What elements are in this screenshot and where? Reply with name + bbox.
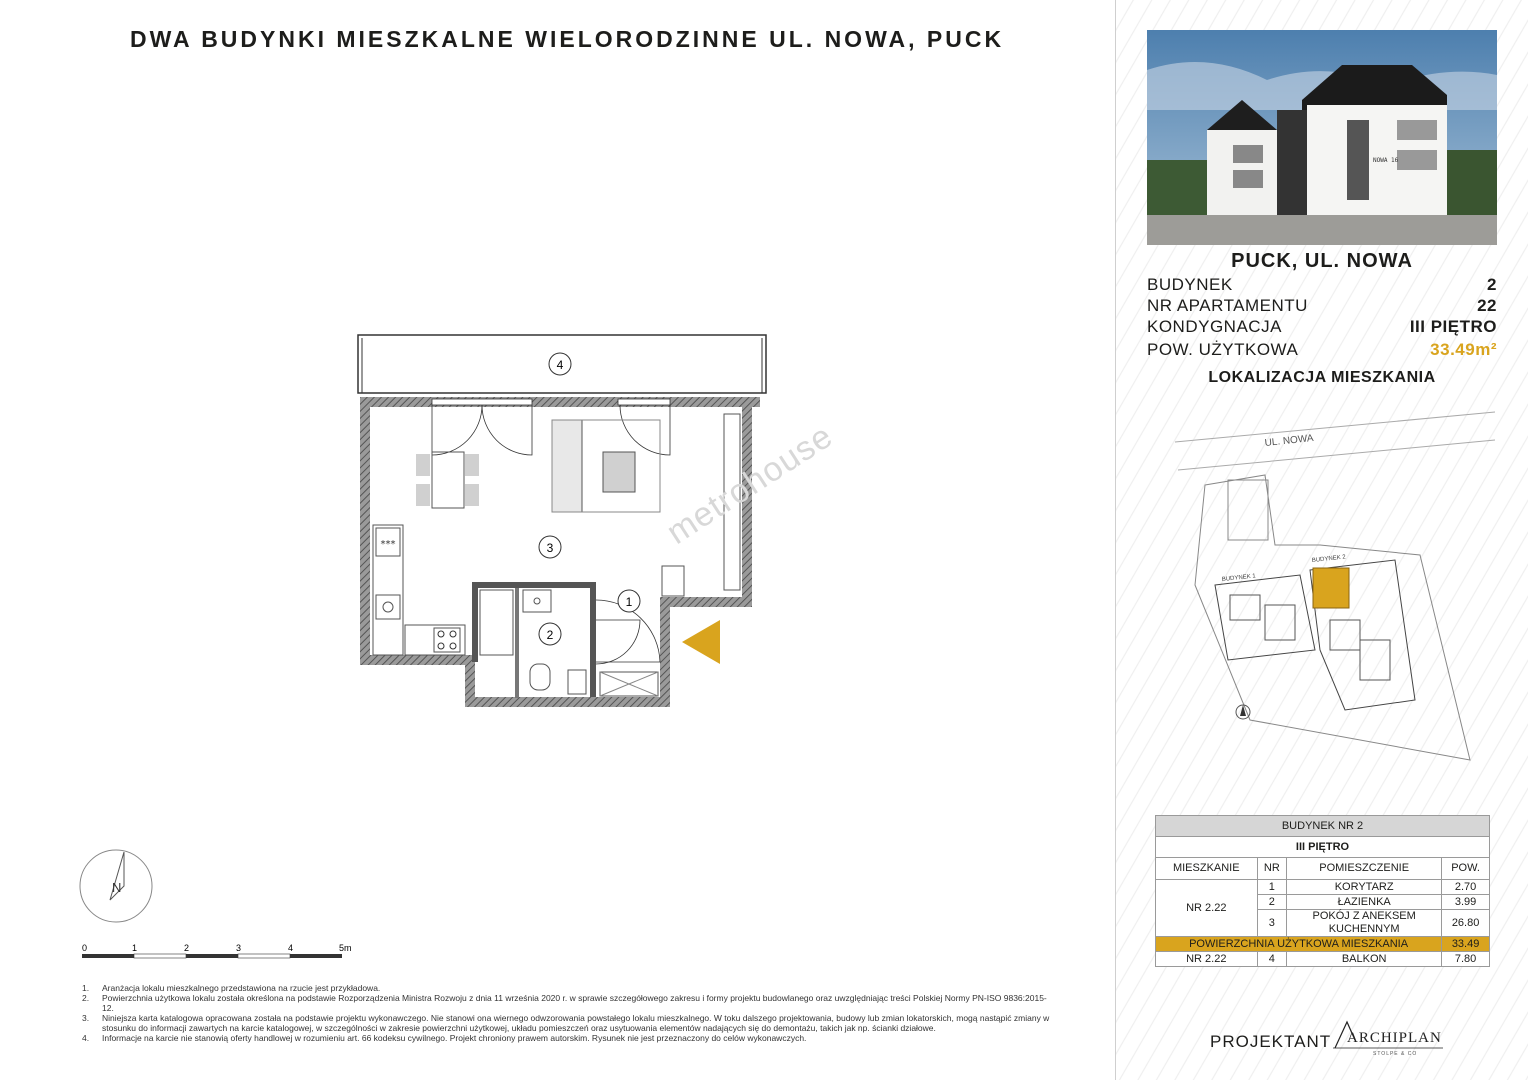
site-street-label: UL. NOWA bbox=[1264, 432, 1315, 449]
table-cell: KORYTARZ bbox=[1287, 880, 1442, 895]
watermark: metrohouse bbox=[660, 416, 840, 552]
table-header: MIESZKANIE bbox=[1156, 858, 1258, 880]
building-photo bbox=[1147, 30, 1497, 245]
table-cell: BALKON bbox=[1287, 952, 1442, 967]
note-item bbox=[82, 1013, 1057, 1033]
site-building-2-label: BUDYNEK 2 bbox=[1311, 554, 1347, 564]
info-row-floor bbox=[1147, 317, 1497, 339]
table-row bbox=[1156, 952, 1490, 967]
location-heading: LOKALIZACJA MIESZKANIA bbox=[1208, 369, 1436, 386]
logo-subtext: STOLPE & CO bbox=[1373, 1051, 1418, 1056]
logo-text: ARCHIPLAN bbox=[1347, 1030, 1442, 1046]
table-cell: 26.80 bbox=[1442, 910, 1490, 937]
table-header: POMIESZCZENIE bbox=[1287, 858, 1442, 880]
site-plan bbox=[1160, 400, 1495, 780]
compass-icon bbox=[78, 848, 158, 928]
table-header: NR bbox=[1257, 858, 1287, 880]
note-item bbox=[82, 983, 1057, 993]
table-header: POW. bbox=[1442, 858, 1490, 880]
table-cell: ŁAZIENKA bbox=[1287, 895, 1442, 910]
table-cell: 2.70 bbox=[1442, 880, 1490, 895]
table-cell: NR 2.22 bbox=[1156, 952, 1258, 967]
info-value: 22 bbox=[1477, 296, 1497, 315]
info-row-budynek bbox=[1147, 275, 1497, 297]
photo-sign: NOWA 16 bbox=[1373, 157, 1399, 164]
info-key: KONDYGNACJA bbox=[1147, 317, 1282, 336]
table-floor: III PIĘTRO bbox=[1156, 837, 1490, 858]
table-cell: POKÓJ Z ANEKSEM KUCHENNYM bbox=[1287, 910, 1442, 937]
table-total-row bbox=[1156, 937, 1490, 952]
table-cell: 3.99 bbox=[1442, 895, 1490, 910]
note-number: 4. bbox=[82, 1033, 90, 1043]
scale-tick-2: 2 bbox=[184, 943, 190, 953]
info-value-area: 33.49m² bbox=[1430, 340, 1497, 359]
apartment-location-highlight bbox=[1313, 568, 1349, 608]
table-unit: NR 2.22 bbox=[1156, 880, 1258, 937]
room-label-2: 2 bbox=[546, 628, 554, 642]
scale-tick-4: 4 bbox=[288, 943, 294, 953]
table-cell: 7.80 bbox=[1442, 952, 1490, 967]
location-title: PUCK, UL. NOWA bbox=[1231, 250, 1413, 272]
table-total-label: POWIERZCHNIA UŻYTKOWA MIESZKANIA bbox=[1156, 937, 1442, 952]
archiplan-logo bbox=[1333, 1018, 1443, 1056]
note-item bbox=[82, 993, 1057, 1013]
projektant-label: PROJEKTANT bbox=[1210, 1032, 1332, 1051]
scale-tick-0: 0 bbox=[82, 943, 88, 953]
svg-text:***: *** bbox=[380, 539, 396, 550]
info-row-area bbox=[1147, 340, 1497, 362]
info-key: POW. UŻYTKOWA bbox=[1147, 340, 1299, 359]
note-text: Powierzchnia użytkowa lokalu została określona na podstawie Rozporządzenia Ministra Rozwoju z dnia 11 września 2020 r. w sprawie szczegółowego zakresu i formy projektu budowlanego oraz uwzględniając treści Polskiej Normy PN-ISO 9836:2015-12. bbox=[102, 993, 1047, 1013]
note-text: Niniejsza karta katalogowa opracowana została na podstawie projektu wykonawczego. Nie stanowi ona wiernego odwzorowania powstałego lokalu mieszkalnego. W toku dalszego projektowania, budowy lub zmian lokatorskich, mogą nastąpić zmiany w stosunku do informacji zawartych na karcie katalogowej, w szczególności w zakresie powierzchni użytkowej, układu pomieszczeń oraz usytuowania elementów nadających się do demontażu, takich jak np. ścianki działowe. bbox=[102, 1013, 1050, 1033]
info-key: NR APARTAMENTU bbox=[1147, 296, 1308, 315]
room-label-3: 3 bbox=[546, 541, 554, 555]
table-cell: 1 bbox=[1257, 880, 1287, 895]
info-key: BUDYNEK bbox=[1147, 275, 1233, 294]
floor-plan bbox=[340, 325, 860, 725]
room-label-4: 4 bbox=[556, 358, 564, 372]
page-title: DWA BUDYNKI MIESZKALNE WIELORODZINNE UL. NOWA, PUCK bbox=[130, 26, 1005, 52]
info-row-apartment bbox=[1147, 296, 1497, 318]
rooms-table bbox=[1155, 815, 1490, 967]
note-number: 2. bbox=[82, 993, 90, 1003]
note-item bbox=[82, 1033, 1057, 1043]
table-cell: 2 bbox=[1257, 895, 1287, 910]
note-number: 1. bbox=[82, 983, 90, 993]
site-building-1-label: BUDYNEK 1 bbox=[1221, 573, 1257, 583]
table-cell: 4 bbox=[1257, 952, 1287, 967]
table-row bbox=[1156, 880, 1490, 895]
entrance-arrow-icon bbox=[682, 620, 720, 664]
note-text: Informacje na karcie nie stanowią oferty handlowej w rozumieniu art. 66 kodeksu cywilnego. Projekt chroniony prawem autorskim. Rysunek nie jest przeznaczony do celów wykonawczych. bbox=[102, 1033, 807, 1043]
info-value: III PIĘTRO bbox=[1409, 317, 1497, 336]
north-label: N bbox=[112, 880, 122, 895]
notes bbox=[82, 983, 1057, 1043]
room-label-1: 1 bbox=[625, 595, 633, 609]
table-cell: 3 bbox=[1257, 910, 1287, 937]
note-number: 3. bbox=[82, 1013, 90, 1023]
note-text: Aranżacja lokalu mieszkalnego przedstawiona na rzucie jest przykładowa. bbox=[102, 983, 381, 993]
scale-tick-3: 3 bbox=[236, 943, 242, 953]
scale-tick-5: 5m bbox=[339, 943, 352, 953]
table-building: BUDYNEK NR 2 bbox=[1156, 816, 1490, 837]
info-value: 2 bbox=[1487, 275, 1497, 294]
scale-tick-1: 1 bbox=[132, 943, 138, 953]
table-total-value: 33.49 bbox=[1442, 937, 1490, 952]
scale-bar bbox=[78, 940, 368, 965]
